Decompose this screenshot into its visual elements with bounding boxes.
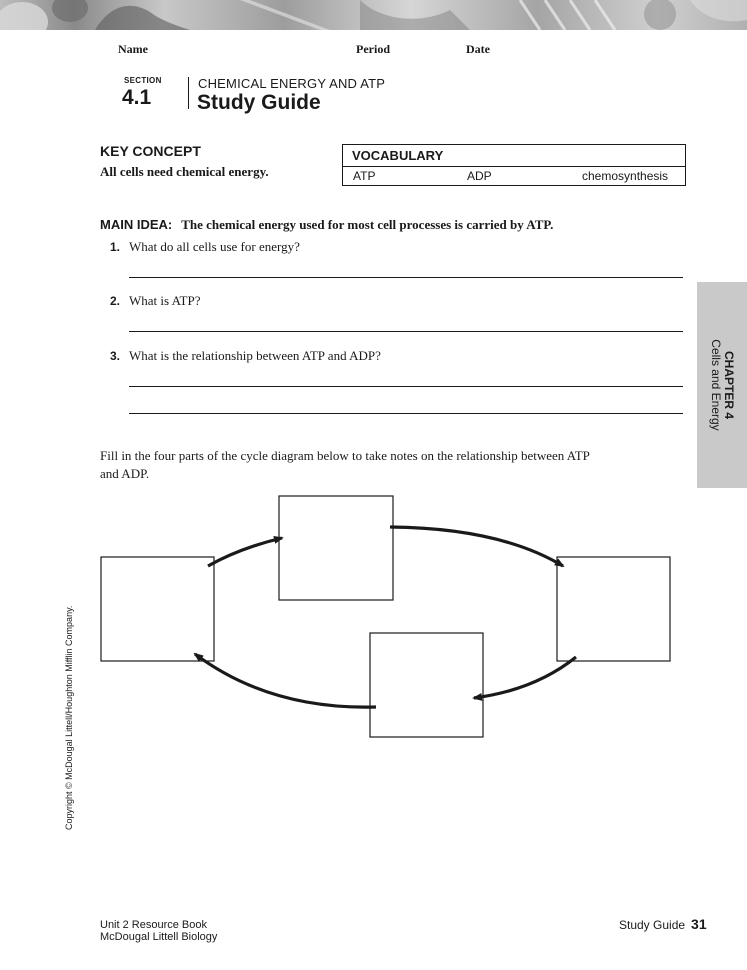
key-concept-text: All cells need chemical energy. <box>100 164 269 179</box>
footer-book-line2: McDougal Littell Biology <box>100 931 218 943</box>
question-number: 1. <box>110 240 121 254</box>
key-concept-label: KEY CONCEPT <box>100 143 201 159</box>
footer-guide-label: Study Guide <box>619 918 686 932</box>
vocab-term-chemosynthesis: chemosynthesis <box>582 169 669 183</box>
cycle-arrow-left-to-top <box>208 538 282 566</box>
question-number: 3. <box>110 349 121 363</box>
name-field-label: Name <box>118 42 148 56</box>
cycle-arrow-right-to-bottom <box>474 657 576 698</box>
chapter-tab-subtitle: Cells and Energy <box>709 339 723 431</box>
question-number: 2. <box>110 294 121 308</box>
section-number: 4.1 <box>122 86 152 109</box>
vocab-term-adp: ADP <box>467 169 492 183</box>
page-title: Study Guide <box>197 91 321 114</box>
section-label: SECTION <box>124 76 162 85</box>
vocabulary-label: VOCABULARY <box>343 145 685 167</box>
question-text: What is the relationship between ATP and ADP? <box>129 348 381 363</box>
period-field-label: Period <box>356 42 390 56</box>
vocab-term-atp: ATP <box>353 169 376 183</box>
cycle-box-left[interactable] <box>101 557 214 661</box>
question-text: What is ATP? <box>129 293 201 308</box>
main-idea-text: The chemical energy used for most cell processes is carried by ATP. <box>181 217 554 232</box>
section-subtitle: CHEMICAL ENERGY AND ATP <box>198 76 386 91</box>
question-text: What do all cells use for energy? <box>129 239 300 254</box>
footer-page-info <box>619 916 707 932</box>
diagram-instructions: Fill in the four parts of the cycle diagram below to take notes on the relationship between ATP and ADP. <box>100 448 590 481</box>
cycle-arrow-bottom-to-left <box>195 654 376 707</box>
cycle-box-top[interactable] <box>279 496 393 600</box>
date-field-label: Date <box>466 42 490 56</box>
cycle-box-right[interactable] <box>557 557 670 661</box>
footer-book-line1: Unit 2 Resource Book <box>100 919 207 931</box>
cycle-arrow-top-to-right <box>390 527 563 566</box>
copyright-notice: Copyright © McDougal Littell/Houghton Mifflin Company. <box>64 605 74 830</box>
cycle-box-bottom[interactable] <box>370 633 483 737</box>
footer-book-info <box>100 919 217 943</box>
chapter-tab-title: CHAPTER 4 <box>722 350 736 419</box>
page-number: 31 <box>691 916 707 932</box>
main-idea-label: MAIN IDEA: <box>100 217 173 232</box>
